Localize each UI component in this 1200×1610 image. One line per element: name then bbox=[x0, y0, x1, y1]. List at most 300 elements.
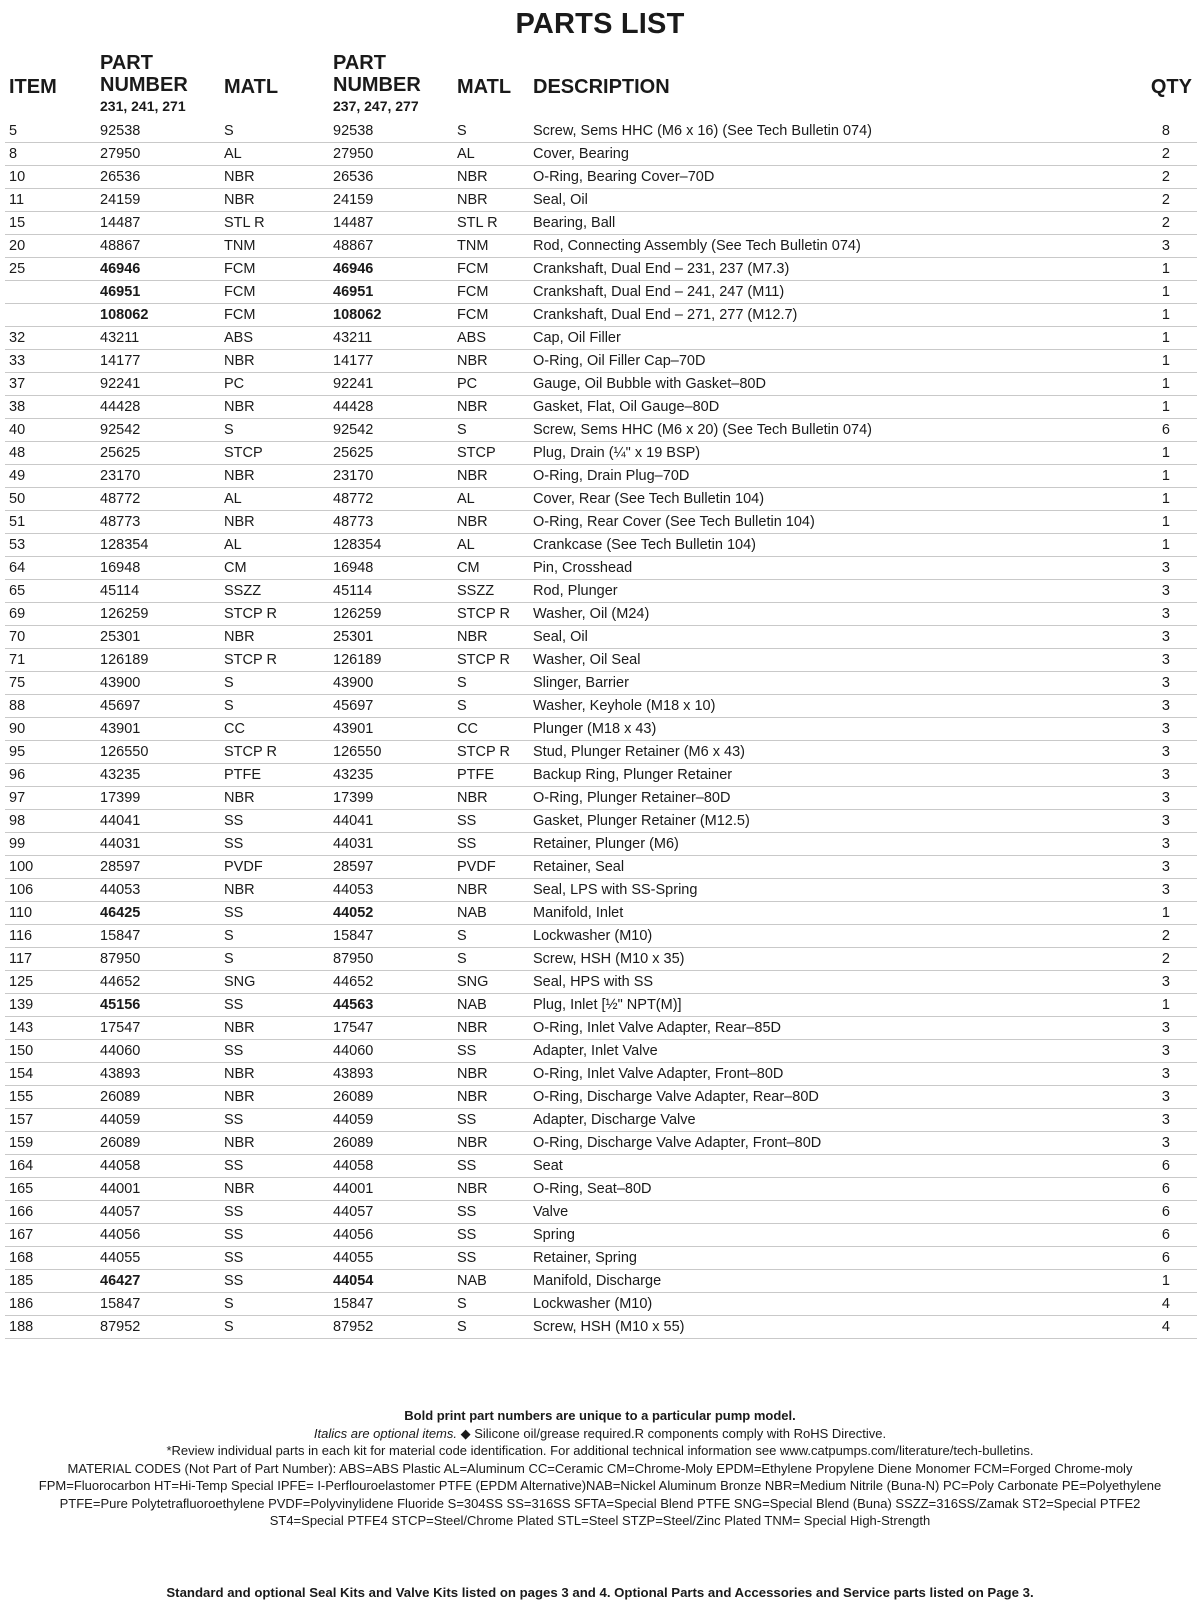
material-1: SS bbox=[224, 1227, 244, 1243]
item-number: 143 bbox=[9, 1020, 34, 1036]
description: Cover, Rear (See Tech Bulletin 104) bbox=[533, 491, 765, 507]
part-number-231-241-271: 17399 bbox=[100, 790, 141, 806]
part-number-237-247-277: 48773 bbox=[333, 514, 374, 530]
description: Retainer, Seal bbox=[533, 859, 625, 875]
quantity: 3 bbox=[1161, 813, 1170, 829]
quantity: 1 bbox=[1161, 445, 1170, 461]
table-row bbox=[5, 787, 1197, 810]
part-number-231-241-271: 25301 bbox=[100, 629, 141, 645]
table-row bbox=[5, 1201, 1197, 1224]
material-1: SS bbox=[224, 836, 244, 852]
material-2: S bbox=[457, 951, 467, 967]
part-number-231-241-271: 14487 bbox=[100, 215, 141, 231]
header-part-number-2-label: PART NUMBER bbox=[333, 52, 421, 96]
part-number-237-247-277: 15847 bbox=[333, 928, 374, 944]
item-number: 97 bbox=[9, 790, 26, 806]
description: Plug, Inlet [½" NPT(M)] bbox=[533, 997, 682, 1013]
material-1: STL R bbox=[224, 215, 265, 231]
part-number-237-247-277: 14487 bbox=[333, 215, 374, 231]
material-2: NBR bbox=[457, 882, 488, 898]
material-1: STCP R bbox=[224, 744, 277, 760]
quantity: 1 bbox=[1161, 399, 1170, 415]
material-1: SS bbox=[224, 1273, 244, 1289]
material-2: S bbox=[457, 422, 467, 438]
material-1: S bbox=[224, 422, 234, 438]
material-1: NBR bbox=[224, 1181, 255, 1197]
material-2: S bbox=[457, 928, 467, 944]
item-number: 15 bbox=[9, 215, 26, 231]
quantity: 4 bbox=[1161, 1296, 1170, 1312]
table-row bbox=[5, 856, 1197, 879]
description: Seal, Oil bbox=[533, 629, 588, 645]
part-number-237-247-277: 92241 bbox=[333, 376, 374, 392]
table-row bbox=[5, 350, 1197, 373]
description: Crankshaft, Dual End – 241, 247 (M11) bbox=[533, 284, 785, 300]
part-number-231-241-271: 17547 bbox=[100, 1020, 141, 1036]
item-number: 25 bbox=[9, 261, 26, 277]
quantity: 3 bbox=[1161, 675, 1170, 691]
part-number-237-247-277: 44060 bbox=[333, 1043, 374, 1059]
description: Washer, Keyhole (M18 x 10) bbox=[533, 698, 716, 714]
silicone-note: ◆ Silicone oil/grease required.R components comply with RoHS Directive. bbox=[460, 1425, 887, 1441]
material-2: S bbox=[457, 698, 467, 714]
material-1: NBR bbox=[224, 514, 255, 530]
table-row bbox=[5, 925, 1197, 948]
part-number-237-247-277: 44053 bbox=[333, 882, 374, 898]
item-number: 98 bbox=[9, 813, 26, 829]
table-row bbox=[5, 557, 1197, 580]
material-2: SS bbox=[457, 1158, 477, 1174]
material-1: SS bbox=[224, 997, 244, 1013]
material-1: PTFE bbox=[224, 767, 262, 783]
part-number-231-241-271: 28597 bbox=[100, 859, 141, 875]
part-number-237-247-277: 43211 bbox=[333, 330, 373, 346]
table-row bbox=[5, 879, 1197, 902]
description: Seal, Oil bbox=[533, 192, 588, 208]
description: Screw, Sems HHC (M6 x 16) (See Tech Bulletin 074) bbox=[533, 123, 873, 139]
quantity: 1 bbox=[1161, 376, 1170, 392]
description: O-Ring, Drain Plug–70D bbox=[533, 468, 690, 484]
quantity: 3 bbox=[1161, 583, 1170, 599]
description: Washer, Oil (M24) bbox=[533, 606, 650, 622]
material-1: NBR bbox=[224, 882, 255, 898]
material-1: PC bbox=[224, 376, 245, 392]
table-row bbox=[5, 1316, 1197, 1339]
material-2: SNG bbox=[457, 974, 489, 990]
material-2: SS bbox=[457, 1112, 477, 1128]
quantity: 2 bbox=[1161, 215, 1170, 231]
material-2: NBR bbox=[457, 1020, 488, 1036]
quantity: 4 bbox=[1161, 1319, 1170, 1335]
description: Slinger, Barrier bbox=[533, 675, 629, 691]
description: Stud, Plunger Retainer (M6 x 43) bbox=[533, 744, 745, 760]
material-1: NBR bbox=[224, 468, 255, 484]
material-2: PTFE bbox=[457, 767, 495, 783]
table-row bbox=[5, 396, 1197, 419]
description: Rod, Connecting Assembly (See Tech Bulletin 074) bbox=[533, 238, 861, 254]
description: Gauge, Oil Bubble with Gasket–80D bbox=[533, 376, 766, 392]
quantity: 2 bbox=[1161, 146, 1170, 162]
part-number-231-241-271: 43893 bbox=[100, 1066, 141, 1082]
part-number-237-247-277: 87952 bbox=[333, 1319, 374, 1335]
description: Cap, Oil Filler bbox=[533, 330, 621, 346]
description: Manifold, Inlet bbox=[533, 905, 624, 921]
part-number-237-247-277: 87950 bbox=[333, 951, 374, 967]
part-number-231-241-271: 45114 bbox=[100, 583, 140, 599]
quantity: 1 bbox=[1161, 468, 1170, 484]
part-number-237-247-277: 44563 bbox=[333, 997, 374, 1013]
material-2: S bbox=[457, 1296, 467, 1312]
material-2: AL bbox=[457, 491, 475, 507]
quantity: 1 bbox=[1161, 307, 1170, 323]
header-matl-2: MATL bbox=[457, 76, 512, 98]
header-qty: QTY bbox=[1150, 76, 1192, 98]
material-2: CC bbox=[457, 721, 478, 737]
quantity: 3 bbox=[1161, 560, 1170, 576]
part-number-237-247-277: 17399 bbox=[333, 790, 374, 806]
item-number: 90 bbox=[9, 721, 26, 737]
part-number-231-241-271: 48867 bbox=[100, 238, 141, 254]
item-number: 5 bbox=[9, 123, 18, 139]
material-1: TNM bbox=[224, 238, 256, 254]
material-1: NBR bbox=[224, 192, 255, 208]
material-2: NBR bbox=[457, 1181, 488, 1197]
material-2: NBR bbox=[457, 169, 488, 185]
material-2: NBR bbox=[457, 1135, 488, 1151]
material-1: STCP R bbox=[224, 652, 277, 668]
item-number: 186 bbox=[9, 1296, 34, 1312]
table-row bbox=[5, 488, 1197, 511]
part-number-237-247-277: 44001 bbox=[333, 1181, 374, 1197]
table-row bbox=[5, 1109, 1197, 1132]
item-number: 40 bbox=[9, 422, 26, 438]
item-number: 70 bbox=[9, 629, 26, 645]
part-number-237-247-277: 26089 bbox=[333, 1089, 374, 1105]
header-item: ITEM bbox=[9, 76, 57, 98]
description: Crankcase (See Tech Bulletin 104) bbox=[533, 537, 756, 553]
material-2: SS bbox=[457, 1204, 477, 1220]
part-number-231-241-271: 44059 bbox=[100, 1112, 141, 1128]
item-number: 53 bbox=[9, 537, 26, 553]
header-part-number-1 bbox=[100, 52, 220, 114]
kits-reference-note: Standard and optional Seal Kits and Valve Kits listed on pages 3 and 4. Optional Parts and Accessories and Service parts listed on Page 3. bbox=[166, 1585, 1034, 1600]
description: Screw, HSH (M10 x 35) bbox=[533, 951, 685, 967]
table-row bbox=[5, 1224, 1197, 1247]
quantity: 3 bbox=[1161, 1020, 1170, 1036]
material-2: NBR bbox=[457, 1089, 488, 1105]
material-1: SSZZ bbox=[224, 583, 262, 599]
table-row bbox=[5, 1247, 1197, 1270]
part-number-237-247-277: 44428 bbox=[333, 399, 374, 415]
part-number-231-241-271: 16948 bbox=[100, 560, 141, 576]
part-number-237-247-277: 23170 bbox=[333, 468, 374, 484]
material-2: SS bbox=[457, 813, 477, 829]
quantity: 6 bbox=[1161, 422, 1170, 438]
table-row bbox=[5, 1270, 1197, 1293]
description: O-Ring, Discharge Valve Adapter, Front–80D bbox=[533, 1135, 822, 1151]
quantity: 3 bbox=[1161, 767, 1170, 783]
part-number-237-247-277: 92542 bbox=[333, 422, 374, 438]
table-row bbox=[5, 143, 1197, 166]
quantity: 3 bbox=[1161, 652, 1170, 668]
quantity: 3 bbox=[1161, 859, 1170, 875]
material-1: SS bbox=[224, 1112, 244, 1128]
item-number: 157 bbox=[9, 1112, 34, 1128]
material-1: SS bbox=[224, 1158, 244, 1174]
material-2: STCP bbox=[457, 445, 496, 461]
description: Crankshaft, Dual End – 231, 237 (M7.3) bbox=[533, 261, 790, 277]
quantity: 3 bbox=[1161, 1135, 1170, 1151]
description: Valve bbox=[533, 1204, 569, 1220]
material-2: SS bbox=[457, 1250, 477, 1266]
material-2: PC bbox=[457, 376, 478, 392]
header-part-number-1-label: PART NUMBER bbox=[100, 52, 188, 96]
material-1: S bbox=[224, 951, 234, 967]
table-row bbox=[5, 948, 1197, 971]
header-matl-1: MATL bbox=[224, 76, 279, 98]
material-1: NBR bbox=[224, 1135, 255, 1151]
part-number-231-241-271: 26089 bbox=[100, 1089, 141, 1105]
description: Plunger (M18 x 43) bbox=[533, 721, 657, 737]
description: Seal, LPS with SS-Spring bbox=[533, 882, 698, 898]
material-2: STCP R bbox=[457, 606, 510, 622]
item-number: 106 bbox=[9, 882, 34, 898]
quantity: 3 bbox=[1161, 1089, 1170, 1105]
table-header bbox=[0, 52, 1200, 120]
quantity: 3 bbox=[1161, 606, 1170, 622]
table-row bbox=[5, 902, 1197, 925]
description: Manifold, Discharge bbox=[533, 1273, 662, 1289]
part-number-231-241-271: 44058 bbox=[100, 1158, 141, 1174]
table-row bbox=[5, 672, 1197, 695]
part-number-231-241-271: 92538 bbox=[100, 123, 141, 139]
item-number: 64 bbox=[9, 560, 26, 576]
quantity: 1 bbox=[1161, 1273, 1170, 1289]
quantity: 3 bbox=[1161, 836, 1170, 852]
part-number-237-247-277: 44058 bbox=[333, 1158, 374, 1174]
table-row bbox=[5, 166, 1197, 189]
item-number: 38 bbox=[9, 399, 26, 415]
table-row bbox=[5, 281, 1197, 304]
table-row bbox=[5, 1086, 1197, 1109]
material-1: NBR bbox=[224, 790, 255, 806]
description: Cover, Bearing bbox=[533, 146, 629, 162]
item-number: 96 bbox=[9, 767, 26, 783]
item-number: 32 bbox=[9, 330, 26, 346]
part-number-237-247-277: 126189 bbox=[333, 652, 382, 668]
item-number: 117 bbox=[9, 951, 33, 967]
part-number-231-241-271: 126550 bbox=[100, 744, 149, 760]
part-number-237-247-277: 43235 bbox=[333, 767, 374, 783]
quantity: 2 bbox=[1161, 951, 1170, 967]
material-2: ABS bbox=[457, 330, 487, 346]
material-1: S bbox=[224, 675, 234, 691]
part-number-231-241-271: 44057 bbox=[100, 1204, 141, 1220]
material-2: NBR bbox=[457, 629, 488, 645]
material-2: NAB bbox=[457, 997, 487, 1013]
part-number-231-241-271: 44652 bbox=[100, 974, 141, 990]
item-number: 167 bbox=[9, 1227, 34, 1243]
part-number-237-247-277: 25625 bbox=[333, 445, 374, 461]
item-number: 159 bbox=[9, 1135, 34, 1151]
material-1: STCP bbox=[224, 445, 263, 461]
material-2: SS bbox=[457, 1043, 477, 1059]
material-1: SS bbox=[224, 1204, 244, 1220]
item-number: 51 bbox=[9, 514, 26, 530]
quantity: 3 bbox=[1161, 1112, 1170, 1128]
part-number-231-241-271: 48772 bbox=[100, 491, 141, 507]
item-number: 48 bbox=[9, 445, 26, 461]
material-1: AL bbox=[224, 491, 242, 507]
material-2: SS bbox=[457, 1227, 477, 1243]
part-number-237-247-277: 17547 bbox=[333, 1020, 374, 1036]
material-1: NBR bbox=[224, 629, 255, 645]
material-1: NBR bbox=[224, 1089, 255, 1105]
table-row bbox=[5, 373, 1197, 396]
quantity: 3 bbox=[1161, 744, 1170, 760]
part-number-231-241-271: 108062 bbox=[100, 307, 149, 323]
quantity: 3 bbox=[1161, 698, 1170, 714]
item-number: 110 bbox=[9, 905, 33, 921]
item-number: 65 bbox=[9, 583, 26, 599]
quantity: 1 bbox=[1161, 261, 1170, 277]
material-2: S bbox=[457, 123, 467, 139]
header-part-number-2 bbox=[333, 52, 453, 114]
table-row bbox=[5, 603, 1197, 626]
quantity: 1 bbox=[1161, 997, 1170, 1013]
description: Adapter, Discharge Valve bbox=[533, 1112, 696, 1128]
quantity: 2 bbox=[1161, 192, 1170, 208]
part-number-231-241-271: 44055 bbox=[100, 1250, 141, 1266]
part-number-231-241-271: 126189 bbox=[100, 652, 149, 668]
description: Plug, Drain (¼" x 19 BSP) bbox=[533, 445, 701, 461]
material-2: SSZZ bbox=[457, 583, 495, 599]
part-number-237-247-277: 43893 bbox=[333, 1066, 374, 1082]
material-1: AL bbox=[224, 537, 242, 553]
item-number: 185 bbox=[9, 1273, 34, 1289]
material-2: STCP R bbox=[457, 744, 510, 760]
quantity: 1 bbox=[1161, 491, 1170, 507]
material-1: SS bbox=[224, 905, 244, 921]
quantity: 2 bbox=[1161, 169, 1170, 185]
quantity: 3 bbox=[1161, 1043, 1170, 1059]
material-1: S bbox=[224, 1319, 234, 1335]
part-number-237-247-277: 128354 bbox=[333, 537, 382, 553]
description: O-Ring, Plunger Retainer–80D bbox=[533, 790, 731, 806]
material-2: FCM bbox=[457, 261, 489, 277]
material-1: FCM bbox=[224, 307, 256, 323]
part-number-237-247-277: 45697 bbox=[333, 698, 374, 714]
table-row bbox=[5, 695, 1197, 718]
part-number-231-241-271: 44053 bbox=[100, 882, 141, 898]
part-number-231-241-271: 87950 bbox=[100, 951, 141, 967]
material-2: STCP R bbox=[457, 652, 510, 668]
material-1: SS bbox=[224, 1250, 244, 1266]
part-number-237-247-277: 44052 bbox=[333, 905, 374, 921]
optional-items-note bbox=[0, 1425, 1200, 1443]
material-2: NBR bbox=[457, 192, 488, 208]
table-row bbox=[5, 1017, 1197, 1040]
item-number: 164 bbox=[9, 1158, 34, 1174]
description: Backup Ring, Plunger Retainer bbox=[533, 767, 733, 783]
table-row bbox=[5, 235, 1197, 258]
table-row bbox=[5, 764, 1197, 787]
table-row bbox=[5, 212, 1197, 235]
quantity: 2 bbox=[1161, 928, 1170, 944]
material-codes-line-4: ST4=Special PTFE4 STCP=Steel/Chrome Plated STL=Steel STZP=Steel/Zinc Plated TNM= Special High-Strength bbox=[269, 1513, 931, 1528]
part-number-231-241-271: 15847 bbox=[100, 1296, 141, 1312]
part-number-231-241-271: 128354 bbox=[100, 537, 149, 553]
material-codes-line-2: FPM=Fluorocarbon HT=Hi-Temp Special IPFE= I-Perflouroelastomer PTFE (EPDM Alternative)NAB=Nickel Aluminum Bronze NBR=Medium Nitrile (Buna-N) PC=Poly Carbonate PE=Polyethylene bbox=[38, 1478, 1162, 1493]
quantity: 6 bbox=[1161, 1204, 1170, 1220]
material-1: FCM bbox=[224, 261, 256, 277]
description: Screw, HSH (M10 x 55) bbox=[533, 1319, 685, 1335]
quantity: 1 bbox=[1161, 514, 1170, 530]
item-number: 165 bbox=[9, 1181, 34, 1197]
quantity: 1 bbox=[1161, 537, 1170, 553]
quantity: 1 bbox=[1161, 905, 1170, 921]
item-number: 155 bbox=[9, 1089, 34, 1105]
description: Seat bbox=[533, 1158, 563, 1174]
table-row bbox=[5, 741, 1197, 764]
material-1: FCM bbox=[224, 284, 256, 300]
quantity: 8 bbox=[1161, 123, 1170, 139]
part-number-231-241-271: 23170 bbox=[100, 468, 141, 484]
table-row bbox=[5, 833, 1197, 856]
header-part-number-2-models: 237, 247, 277 bbox=[333, 98, 419, 114]
part-number-231-241-271: 44428 bbox=[100, 399, 141, 415]
table-row bbox=[5, 419, 1197, 442]
item-number: 139 bbox=[9, 997, 34, 1013]
part-number-237-247-277: 44057 bbox=[333, 1204, 374, 1220]
table-row bbox=[5, 718, 1197, 741]
part-number-237-247-277: 46946 bbox=[333, 261, 374, 277]
part-number-231-241-271: 44056 bbox=[100, 1227, 141, 1243]
item-number: 49 bbox=[9, 468, 26, 484]
table-row bbox=[5, 1293, 1197, 1316]
part-number-231-241-271: 43900 bbox=[100, 675, 141, 691]
material-1: NBR bbox=[224, 399, 255, 415]
material-2: S bbox=[457, 675, 467, 691]
material-1: SS bbox=[224, 1043, 244, 1059]
part-number-231-241-271: 46946 bbox=[100, 261, 141, 277]
part-number-237-247-277: 25301 bbox=[333, 629, 374, 645]
quantity: 3 bbox=[1161, 1066, 1170, 1082]
material-2: TNM bbox=[457, 238, 489, 254]
item-number: 10 bbox=[9, 169, 26, 185]
material-1: S bbox=[224, 698, 234, 714]
material-1: STCP R bbox=[224, 606, 277, 622]
item-number: 154 bbox=[9, 1066, 34, 1082]
material-2: NBR bbox=[457, 514, 488, 530]
part-number-231-241-271: 44041 bbox=[100, 813, 141, 829]
quantity: 1 bbox=[1161, 284, 1170, 300]
description: Screw, Sems HHC (M6 x 20) (See Tech Bulletin 074) bbox=[533, 422, 873, 438]
part-number-237-247-277: 15847 bbox=[333, 1296, 374, 1312]
item-number: 125 bbox=[9, 974, 34, 990]
material-2: AL bbox=[457, 146, 475, 162]
part-number-231-241-271: 25625 bbox=[100, 445, 141, 461]
table-row bbox=[5, 1063, 1197, 1086]
table-row bbox=[5, 465, 1197, 488]
quantity: 6 bbox=[1161, 1158, 1170, 1174]
item-number: 11 bbox=[9, 192, 25, 208]
part-number-231-241-271: 92241 bbox=[100, 376, 141, 392]
item-number: 95 bbox=[9, 744, 26, 760]
quantity: 6 bbox=[1161, 1250, 1170, 1266]
part-number-237-247-277: 26536 bbox=[333, 169, 374, 185]
part-number-231-241-271: 44060 bbox=[100, 1043, 141, 1059]
